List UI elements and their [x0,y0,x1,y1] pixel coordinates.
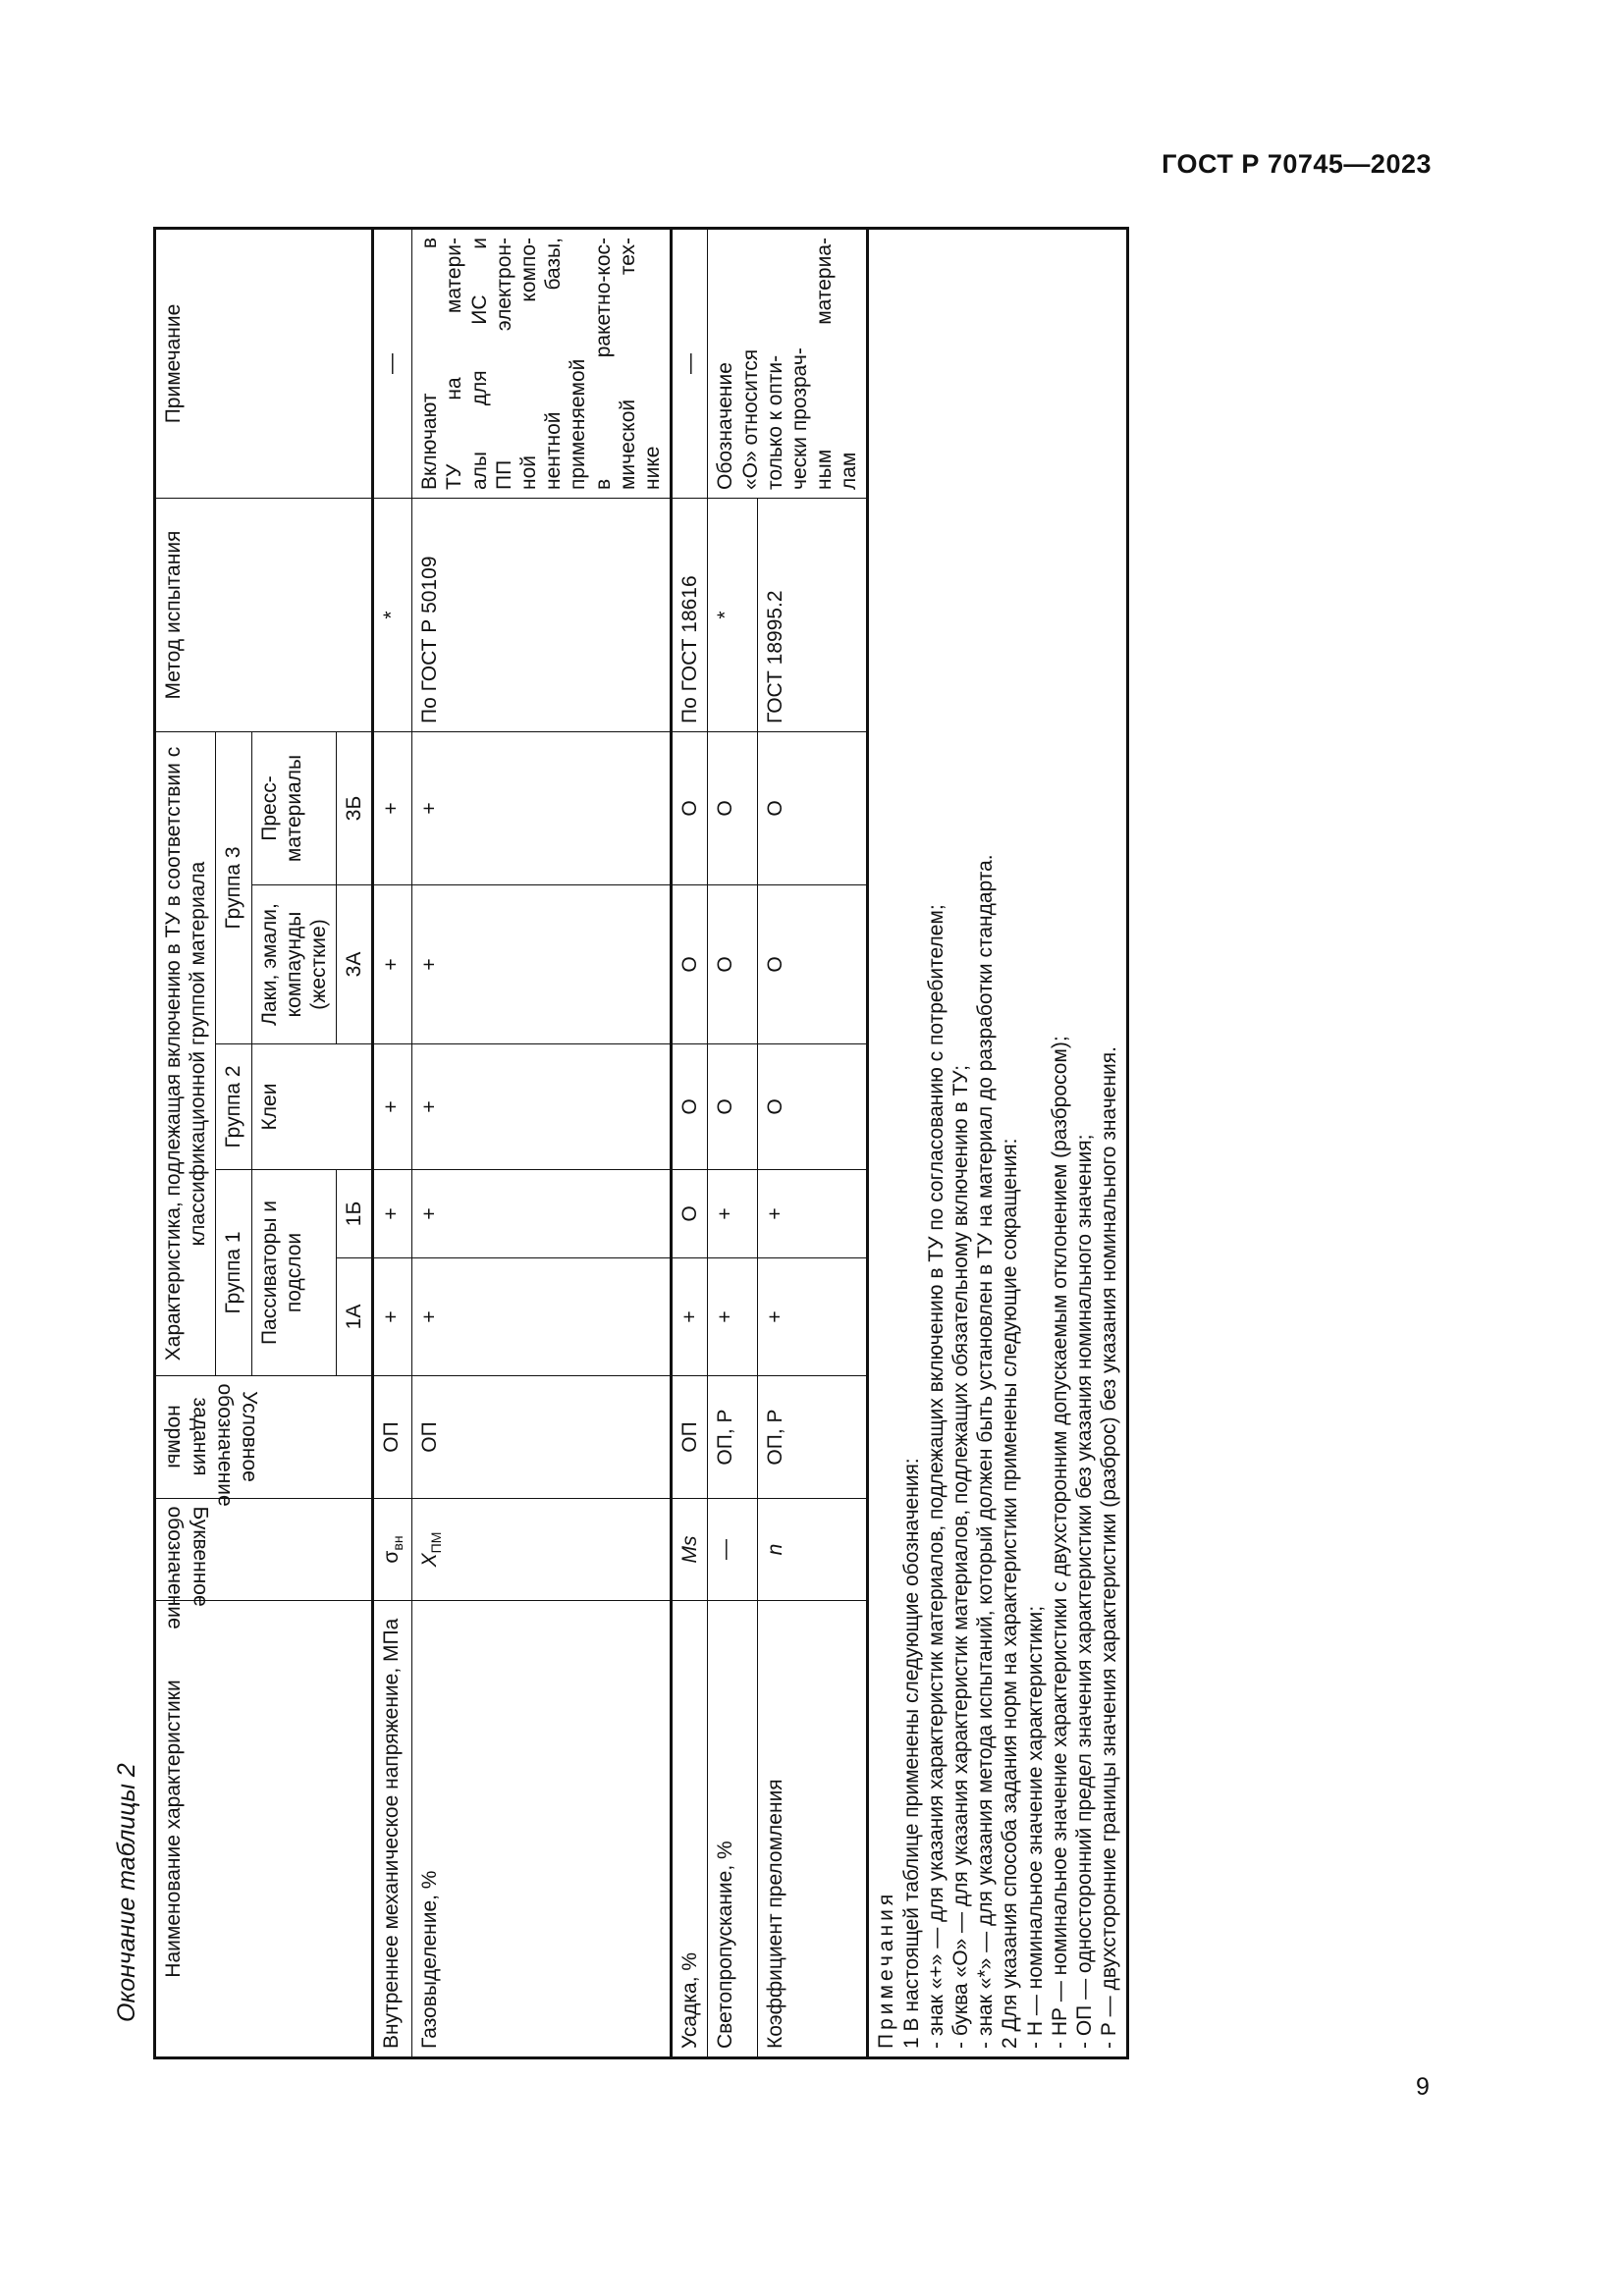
row-g3b: + [373,732,412,885]
header-letter: Буквенное обозначение [156,1499,373,1601]
header-code-1a: 1А [337,1258,373,1376]
notes-line: - НР — номинальное значение характеристики с двухсторонним допускаемым отклонением (разбросом); [1048,1036,1071,2049]
notes-line: - ОП — односторонний предел значения характеристики без указания номинального значения; [1072,1134,1096,2049]
note-line: применяемой [567,358,590,490]
note-line: Включают в [418,238,442,490]
notes-row [868,230,1127,2057]
row-note [708,230,868,499]
row-g2: О [708,1044,758,1170]
notes-line: - Р — двухсторонние границы значения характеристики (разброс) без указания номинального значения. [1098,1046,1121,2049]
table-caption: Окончание таблицы 2 [113,1763,140,2022]
table-notes [868,230,1127,2057]
row-norm: ОП, Р [708,1376,758,1499]
row-g3b: О [708,732,758,885]
rotated-table-container [155,230,1298,2057]
row-g1b: + [373,1170,412,1258]
row-symbol [373,1499,412,1601]
header-group1: Группа 1 [216,1170,251,1376]
row-g3b: О [672,732,708,885]
row-symbol [708,1499,758,1601]
row-norm: ОП [373,1376,412,1499]
page-number: 9 [1416,2073,1430,2101]
row-g3a: + [412,885,672,1044]
header-group2: Группа 2 [216,1044,251,1170]
header-code-3a: 3А [337,885,373,1044]
note-line: ным материа- [813,238,837,490]
table-row [412,230,672,2057]
table-row [373,230,412,2057]
row-name: Коэффициент преломления [758,1601,868,2057]
notes-line: - буква «О» — для указания характеристик материалов, подлежащих обязательному включению в ТУ; [949,1065,973,2049]
row-g3a: О [708,885,758,1044]
notes-line: - знак «+» — для указания характеристик материалов, подлежащих включению в ТУ по согласованию с потребителем; [924,904,947,2049]
row-name: Усадка, % [672,1601,708,2057]
note-line: ной компо- [517,238,541,490]
notes-line: - Н — номинальное значение характеристики; [1023,1605,1047,2049]
note-line: алы для ИС и [467,238,491,490]
table-row [708,230,758,2057]
row-note [412,230,672,499]
notes-line: 2 Для указания способа задания норм на характеристики применены следующие сокращения: [999,1138,1022,2049]
row-method: ГОСТ 18995.2 [758,499,868,732]
note-line: нике [640,446,664,490]
document-code: ГОСТ Р 70745—2023 [1162,149,1432,179]
notes-title: Примечания [875,1890,898,2049]
row-g1b: + [412,1170,672,1258]
row-norm: ОП [412,1376,672,1499]
row-g1a: + [373,1258,412,1376]
row-g2: + [373,1044,412,1170]
header-group3: Группа 3 [216,732,251,1044]
row-g3b: О [758,732,868,885]
row-note: — [373,230,412,499]
row-note: — [672,230,708,499]
row-symbol [758,1499,868,1601]
header-groups: Характеристика, подлежащая включению в ТУ в соответствии с классификационной группой материала [156,732,216,1376]
row-method: * [373,499,412,732]
header-method: Метод испытания [156,499,373,732]
header-norm: Условное обозначение задания нормы [156,1376,373,1499]
row-norm: ОП, Р [758,1376,868,1499]
row-g1b: + [758,1170,868,1258]
row-name: Газовыделение, % [412,1601,672,2057]
note-line: в ракетно-кос- [591,238,615,490]
note-line: ПП электрон- [492,238,515,490]
row-g3a: + [373,885,412,1044]
table-row [672,230,708,2057]
symbol-main: Ms [678,1535,702,1564]
header-group3-sub-b: Пресс-материалы [251,732,337,885]
header-name: Наименование характеристики [156,1601,373,2057]
note-line: ТУ на матери- [443,238,466,490]
header-row-1 [156,230,216,2057]
row-g2: О [672,1044,708,1170]
row-g1a: + [672,1258,708,1376]
notes-line: - знак «*» — для указания метода испытаний, который должен быть установлен в ТУ на материал до разработки стандарта. [974,854,998,2049]
row-g1a: + [412,1258,672,1376]
row-g3b: + [412,732,672,885]
symbol-main: σ [380,1550,404,1564]
header-group3-sub-a: Лаки, эмали, компаунды (жесткие) [251,885,337,1044]
symbol-sub: вн [390,1535,406,1551]
row-g1b: О [672,1170,708,1258]
row-method: * [708,499,758,732]
row-g1a: + [758,1258,868,1376]
row-g1b: + [708,1170,758,1258]
note-line: мической тех- [616,238,639,490]
header-note: Примечание [156,230,373,499]
row-symbol [412,1499,672,1601]
symbol-sub: ПМ [428,1531,445,1554]
note-line: «О» относится [738,348,762,490]
note-line: нентной базы, [542,238,566,490]
characteristics-table [155,229,1127,2057]
note-line: чески прозрач- [787,347,811,490]
row-method: По ГОСТ 18616 [672,499,708,732]
row-g2: О [758,1044,868,1170]
notes-line: 1 В настоящей таблице применены следующие обозначения: [899,1458,923,2049]
symbol-main: X [418,1553,442,1568]
row-name: Внутреннее механическое напряжение, МПа [373,1601,412,2057]
note-line: лам [838,452,861,490]
row-g1a: + [708,1258,758,1376]
header-group2-sub: Клеи [251,1044,373,1170]
note-line: только к опти- [763,354,786,490]
symbol-main: n [764,1543,787,1556]
symbol-main: — [714,1539,737,1560]
row-symbol [672,1499,708,1601]
table-row [758,230,868,2057]
row-name: Светопропускание, % [708,1601,758,2057]
row-g3a: О [758,885,868,1044]
header-group1-sub: Пассиваторы и подслои [251,1170,337,1376]
row-method: По ГОСТ Р 50109 [412,499,672,732]
header-code-3b: 3Б [337,732,373,885]
row-norm: ОП [672,1376,708,1499]
note-line: Обозначение [714,362,737,490]
header-code-1b: 1Б [337,1170,373,1258]
row-g3a: О [672,885,708,1044]
row-g2: + [412,1044,672,1170]
